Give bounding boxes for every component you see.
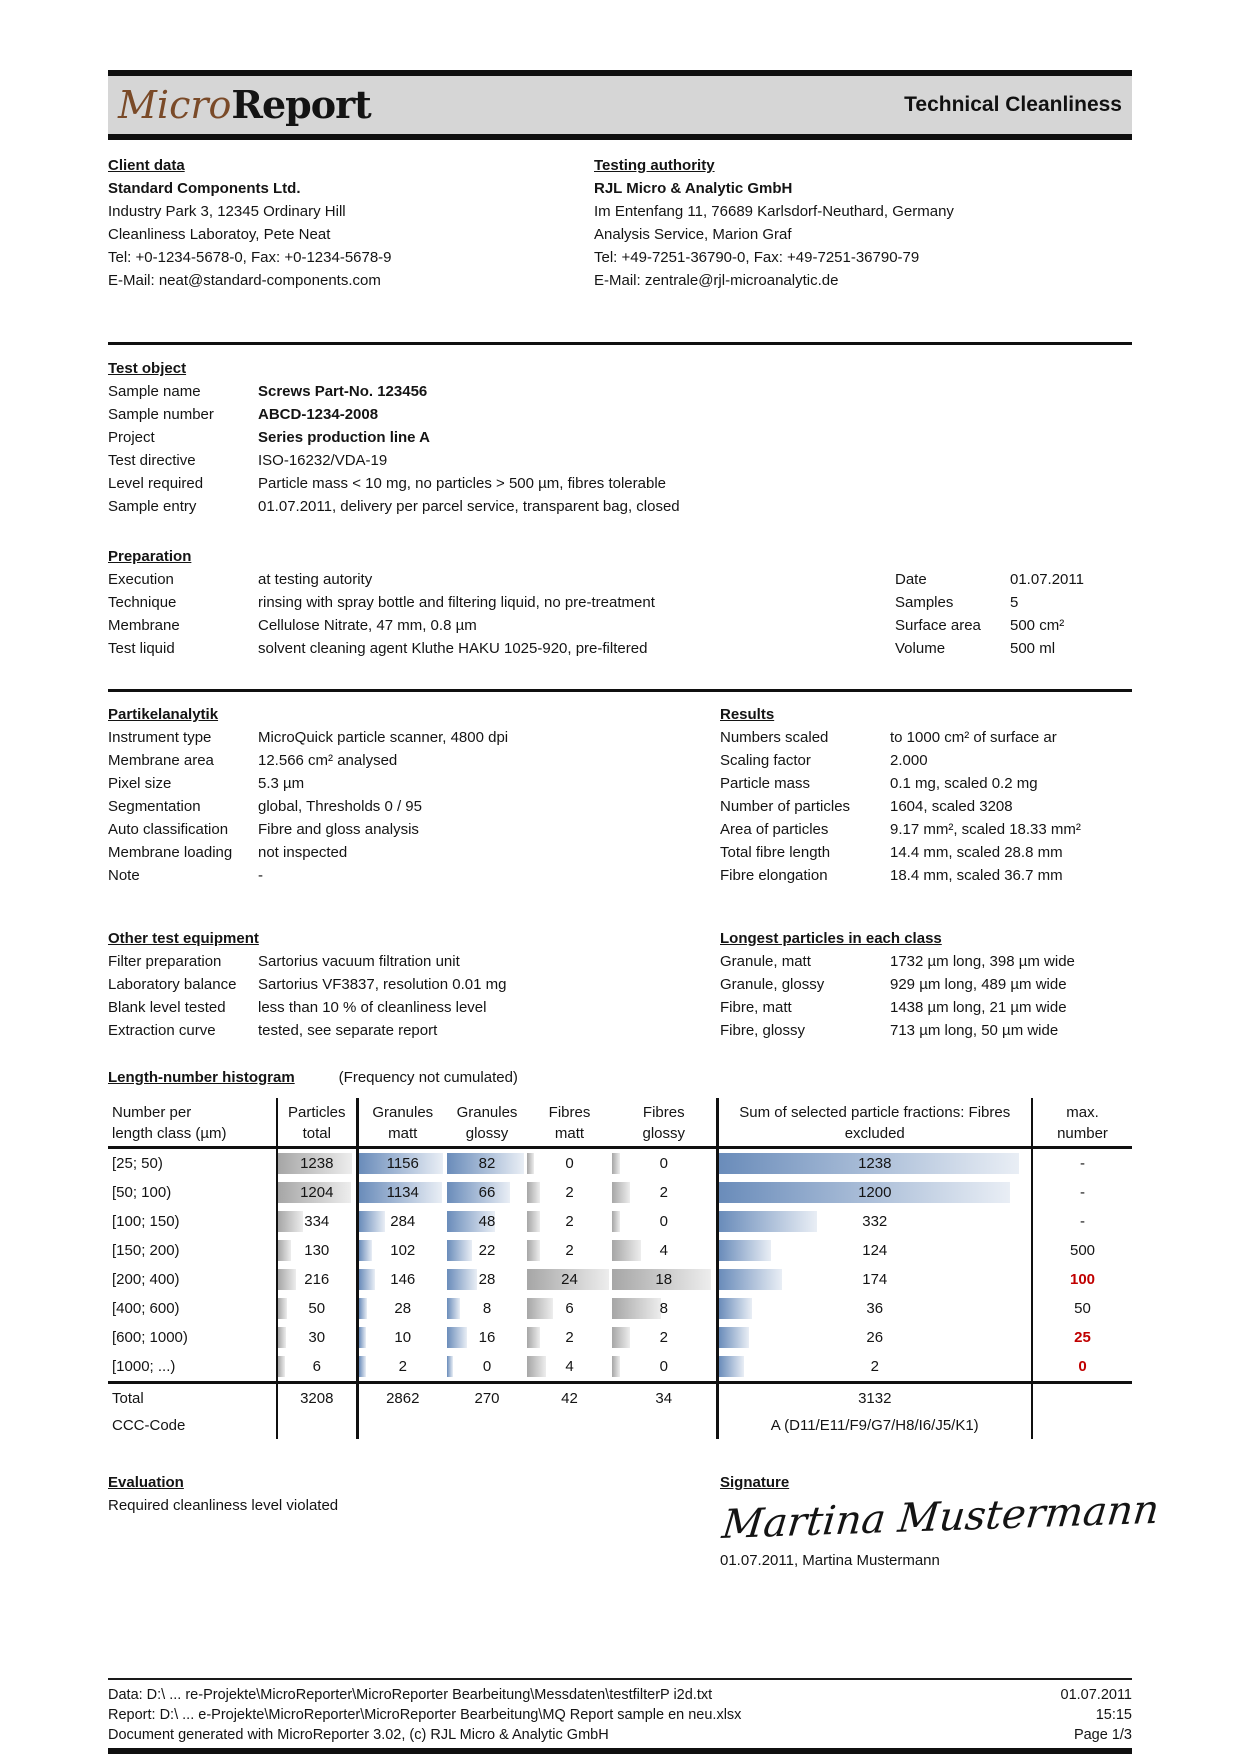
field-row: Test liquid solvent cleaning agent Kluthe HAKU 1025-920, pre-filtered Volume 500 ml — [108, 640, 1056, 657]
field-row: Instrument type MicroQuick particle scanner, 4800 dpi — [108, 729, 509, 746]
authority-email: E-Mail: zentrale@rjl-microanalytic.de — [594, 272, 839, 289]
histogram-data-row — [108, 1294, 1132, 1323]
granules-matt-cell: 102 — [357, 1236, 447, 1265]
longest-particles-heading: Longest particles in each class — [720, 930, 942, 947]
max-number-cell: - — [1080, 1213, 1085, 1230]
footer-rule — [108, 1678, 1132, 1680]
value-bar — [719, 1240, 772, 1261]
length-class-cell: [25; 50) — [108, 1148, 277, 1179]
value-bar — [612, 1211, 620, 1232]
field-row: Note - — [108, 867, 263, 884]
value-bar — [612, 1153, 620, 1174]
particles-total-cell: 130 — [277, 1236, 357, 1265]
results-block — [720, 703, 1132, 887]
col-header: max. — [1066, 1104, 1099, 1121]
client-company: Standard Components Ltd. — [108, 180, 301, 197]
max-number-cell: 25 — [1074, 1329, 1091, 1346]
footer-generator: Document generated with MicroReporter 3.02, (c) RJL Micro & Analytic GmbH — [108, 1726, 609, 1743]
field-row: Fibre, glossy 713 µm long, 50 µm wide — [720, 1022, 1059, 1039]
histogram-total-row: Total 3208 2862 270 42 34 3132 — [108, 1383, 1132, 1413]
field-row: Project Series production line A — [108, 429, 430, 446]
preparation-section — [108, 545, 1132, 660]
value-bar — [278, 1211, 303, 1232]
field-row: Sample number ABCD-1234-2008 — [108, 406, 379, 423]
granules-glossy-cell: 82 — [447, 1148, 527, 1179]
fibres-matt-cell: 4 — [527, 1352, 612, 1383]
sum-cell: 174 — [717, 1265, 1032, 1294]
field-row: Sample name Screws Part-No. 123456 — [108, 383, 428, 400]
particles-total-cell: 30 — [277, 1323, 357, 1352]
equipment-section — [108, 927, 1132, 1042]
signature-date-line: 01.07.2011, Martina Mustermann — [720, 1552, 940, 1569]
value-bar — [447, 1356, 453, 1377]
fibres-matt-cell: 2 — [527, 1236, 612, 1265]
histogram-data-row — [108, 1323, 1132, 1352]
max-number-cell: 500 — [1069, 1242, 1096, 1259]
histogram-data-row — [108, 1207, 1132, 1236]
client-heading: Client data — [108, 157, 185, 174]
evaluation-block — [108, 1471, 720, 1571]
particles-total-cell: 1204 — [277, 1178, 357, 1207]
field-row: Test directive ISO-16232/VDA-19 — [108, 452, 388, 469]
field-row: Sample entry 01.07.2011, delivery per parcel service, transparent bag, closed — [108, 498, 680, 515]
footer-page-number: Page 1/3 — [1073, 1726, 1132, 1743]
length-class-cell: [400; 600) — [108, 1294, 277, 1323]
footer-date: 01.07.2011 — [1060, 1686, 1132, 1703]
col-header: matt — [388, 1125, 418, 1142]
preparation-heading: Preparation — [108, 548, 192, 565]
granules-matt-cell: 1156 — [357, 1148, 447, 1179]
granules-glossy-cell: 8 — [447, 1294, 527, 1323]
granules-matt-cell: 28 — [357, 1294, 447, 1323]
logo-report: Report — [231, 82, 371, 127]
test-object-heading: Test object — [108, 360, 187, 377]
footer-bottom-bar — [108, 1748, 1132, 1754]
field-row: Total fibre length 14.4 mm, scaled 28.8 mm — [720, 844, 1063, 861]
sum-cell: 332 — [717, 1207, 1032, 1236]
evaluation-heading: Evaluation — [108, 1474, 184, 1491]
col-header: Particles — [287, 1104, 346, 1121]
length-class-cell: [150; 200) — [108, 1236, 277, 1265]
col-header: Granules — [372, 1104, 434, 1121]
value-bar — [527, 1240, 540, 1261]
histogram-body — [108, 1098, 1132, 1383]
value-bar — [612, 1356, 620, 1377]
histogram-data-row — [108, 1236, 1132, 1265]
fibres-glossy-cell: 0 — [612, 1352, 717, 1383]
value-bar — [719, 1327, 750, 1348]
authority-company: RJL Micro & Analytic GmbH — [594, 180, 793, 197]
field-row: Membrane area 12.566 cm² analysed — [108, 752, 398, 769]
col-header: Fibres — [642, 1104, 685, 1121]
value-bar — [278, 1298, 287, 1319]
histogram-header-row — [108, 1098, 1132, 1148]
authority-contact: Analysis Service, Marion Graf — [594, 226, 792, 243]
value-bar — [527, 1356, 546, 1377]
granules-glossy-cell: 0 — [447, 1352, 527, 1383]
signature-heading: Signature — [720, 1474, 790, 1491]
granules-glossy-cell: 16 — [447, 1323, 527, 1352]
field-row: Filter preparation Sartorius vacuum filtration unit — [108, 953, 460, 970]
fibres-matt-cell: 2 — [527, 1178, 612, 1207]
value-bar — [527, 1298, 553, 1319]
length-class-cell: [200; 400) — [108, 1265, 277, 1294]
particle-analysis-heading: Partikelanalytik — [108, 706, 219, 723]
granules-matt-cell: 2 — [357, 1352, 447, 1383]
sum-cell: 1238 — [717, 1148, 1032, 1179]
sum-cell: 1200 — [717, 1178, 1032, 1207]
value-bar — [527, 1211, 540, 1232]
value-bar — [447, 1269, 477, 1290]
col-header: glossy — [642, 1125, 686, 1142]
fibres-glossy-cell: 4 — [612, 1236, 717, 1265]
sum-cell: 2 — [717, 1352, 1032, 1383]
histogram-section — [108, 1066, 1132, 1439]
value-bar — [359, 1298, 368, 1319]
particles-total-cell: 1238 — [277, 1148, 357, 1179]
equipment-block — [108, 927, 720, 1042]
col-header: matt — [554, 1125, 585, 1142]
field-row: Level required Particle mass < 10 mg, no particles > 500 µm, fibres tolerable — [108, 475, 666, 492]
length-class-cell: [1000; ...) — [108, 1352, 277, 1383]
client-contact: Cleanliness Laboratoy, Pete Neat — [108, 226, 331, 243]
fibres-matt-cell: 6 — [527, 1294, 612, 1323]
max-number-cell: 0 — [1078, 1358, 1087, 1375]
col-header: Granules — [456, 1104, 518, 1121]
signature-handwriting: Martina Mustermann — [720, 1486, 1162, 1548]
length-class-cell: [600; 1000) — [108, 1323, 277, 1352]
length-class-cell: [100; 150) — [108, 1207, 277, 1236]
fibres-glossy-cell: 0 — [612, 1207, 717, 1236]
granules-glossy-cell: 48 — [447, 1207, 527, 1236]
value-bar — [359, 1327, 367, 1348]
analysis-section — [108, 703, 1132, 887]
granules-matt-cell: 146 — [357, 1265, 447, 1294]
field-row: Execution at testing autority Date 01.07.2011 — [108, 571, 1084, 588]
value-bar — [278, 1240, 291, 1261]
value-bar — [359, 1211, 385, 1232]
field-row: Number of particles 1604, scaled 3208 — [720, 798, 1013, 815]
sum-cell: 124 — [717, 1236, 1032, 1265]
authority-block — [594, 154, 1132, 292]
value-bar — [719, 1211, 818, 1232]
col-header: excluded — [844, 1125, 905, 1142]
document-title: Technical Cleanliness — [904, 93, 1122, 116]
col-header: length class (µm) — [112, 1125, 227, 1142]
field-row: Membrane loading not inspected — [108, 844, 348, 861]
header-band — [108, 70, 1132, 140]
fibres-glossy-cell: 0 — [612, 1148, 717, 1179]
particles-total-cell: 6 — [277, 1352, 357, 1383]
value-bar — [447, 1240, 472, 1261]
granules-glossy-cell: 66 — [447, 1178, 527, 1207]
equipment-heading: Other test equipment — [108, 930, 259, 947]
value-bar — [278, 1327, 286, 1348]
col-header: Sum of selected particle fractions: Fibres — [739, 1104, 1011, 1121]
field-row: Extraction curve tested, see separate report — [108, 1022, 438, 1039]
particles-total-cell: 216 — [277, 1265, 357, 1294]
header-bottom-bar — [108, 134, 1132, 140]
col-header: glossy — [465, 1125, 509, 1142]
col-header: total — [302, 1125, 331, 1142]
value-bar — [278, 1269, 296, 1290]
value-bar — [527, 1327, 540, 1348]
longest-particles-block — [720, 927, 1132, 1042]
granules-glossy-cell: 28 — [447, 1265, 527, 1294]
results-heading: Results — [720, 706, 775, 723]
histogram-data-row — [108, 1148, 1132, 1179]
histogram-data-row — [108, 1352, 1132, 1383]
client-address: Industry Park 3, 12345 Ordinary Hill — [108, 203, 346, 220]
fibres-matt-cell: 2 — [527, 1323, 612, 1352]
histogram-heading: Length-number histogram — [108, 1069, 295, 1086]
field-row: Pixel size 5.3 µm — [108, 775, 305, 792]
max-number-cell: - — [1080, 1155, 1085, 1172]
histogram-table — [108, 1098, 1132, 1439]
test-object-section — [108, 357, 1132, 518]
value-bar — [359, 1269, 376, 1290]
col-header: number — [1057, 1125, 1108, 1142]
particles-total-cell: 50 — [277, 1294, 357, 1323]
field-row: Scaling factor 2.000 — [720, 752, 928, 769]
ccc-code-value: A (D11/E11/F9/G7/H8/I6/J5/K1) — [717, 1412, 1032, 1439]
field-row: Technique rinsing with spray bottle and filtering liquid, no pre-treatment Samples 5 — [108, 594, 1019, 611]
value-bar — [719, 1356, 744, 1377]
address-section — [108, 154, 1132, 292]
sum-cell: 26 — [717, 1323, 1032, 1352]
divider — [108, 342, 1132, 345]
field-row: Numbers scaled to 1000 cm² of surface ar — [720, 729, 1057, 746]
granules-matt-cell: 284 — [357, 1207, 447, 1236]
value-bar — [359, 1240, 373, 1261]
authority-phone: Tel: +49-7251-36790-0, Fax: +49-7251-36790-79 — [594, 249, 920, 266]
authority-heading: Testing authority — [594, 157, 715, 174]
fibres-matt-cell: 2 — [527, 1207, 612, 1236]
fibres-matt-cell: 0 — [527, 1148, 612, 1179]
field-row: Blank level tested less than 10 % of cleanliness level — [108, 999, 487, 1016]
col-header: Number per — [112, 1104, 192, 1121]
field-row: Particle mass 0.1 mg, scaled 0.2 mg — [720, 775, 1038, 792]
sum-cell: 36 — [717, 1294, 1032, 1323]
granules-matt-cell: 10 — [357, 1323, 447, 1352]
value-bar — [719, 1269, 783, 1290]
field-row: Granule, matt 1732 µm long, 398 µm wide — [720, 953, 1075, 970]
value-bar — [527, 1182, 540, 1203]
field-row: Laboratory balance Sartorius VF3837, resolution 0.01 mg — [108, 976, 507, 993]
particle-analysis-block — [108, 703, 720, 887]
fibres-glossy-cell: 2 — [612, 1178, 717, 1207]
fibres-glossy-cell: 8 — [612, 1294, 717, 1323]
value-bar — [278, 1356, 285, 1377]
evaluation-text: Required cleanliness level violated — [108, 1497, 339, 1514]
field-row: Area of particles 9.17 mm², scaled 18.33 mm² — [720, 821, 1081, 838]
client-block — [108, 154, 594, 292]
value-bar — [612, 1182, 630, 1203]
signature-block — [720, 1471, 1162, 1571]
client-phone: Tel: +0-1234-5678-0, Fax: +0-1234-5678-9 — [108, 249, 392, 266]
histogram-data-row — [108, 1178, 1132, 1207]
granules-matt-cell: 1134 — [357, 1178, 447, 1207]
value-bar — [447, 1327, 467, 1348]
value-bar — [612, 1327, 630, 1348]
field-row: Auto classification Fibre and gloss analysis — [108, 821, 419, 838]
authority-address: Im Entenfang 11, 76689 Karlsdorf-Neuthard, Germany — [594, 203, 954, 220]
histogram-data-row — [108, 1265, 1132, 1294]
fibres-glossy-cell: 18 — [612, 1265, 717, 1294]
particles-total-cell: 334 — [277, 1207, 357, 1236]
field-row: Granule, glossy 929 µm long, 489 µm wide — [720, 976, 1067, 993]
page-footer — [108, 1678, 1132, 1754]
value-bar — [612, 1240, 641, 1261]
client-email: E-Mail: neat@standard-components.com — [108, 272, 381, 289]
histogram-ccc-row: CCC-Code A (D11/E11/F9/G7/H8/I6/J5/K1) — [108, 1412, 1132, 1439]
divider — [108, 689, 1132, 692]
app-logo — [118, 82, 371, 127]
footer-time: 15:15 — [1095, 1706, 1132, 1723]
field-row: Segmentation global, Thresholds 0 / 95 — [108, 798, 422, 815]
logo-micro: Micro — [118, 83, 232, 127]
max-number-cell: - — [1080, 1184, 1085, 1201]
footer-report-path: Report: D:\ ... e-Projekte\MicroReporter\MicroReporter Bearbeitung\MQ Report sample en neu.xlsx — [108, 1706, 742, 1723]
value-bar — [447, 1298, 460, 1319]
fibres-glossy-cell: 2 — [612, 1323, 717, 1352]
evaluation-signature-section — [108, 1471, 1162, 1571]
value-bar — [719, 1298, 752, 1319]
field-row: Membrane Cellulose Nitrate, 47 mm, 0.8 µm Surface area 500 cm² — [108, 617, 1065, 634]
col-header: Fibres — [548, 1104, 591, 1121]
value-bar — [527, 1153, 534, 1174]
value-bar — [612, 1298, 661, 1319]
value-bar — [359, 1356, 366, 1377]
histogram-note: (Frequency not cumulated) — [338, 1069, 518, 1086]
max-number-cell: 100 — [1069, 1271, 1096, 1288]
footer-data-path: Data: D:\ ... re-Projekte\MicroReporter\MicroReporter Bearbeitung\Messdaten\testfilterP i2d.txt — [108, 1686, 713, 1703]
length-class-cell: [50; 100) — [108, 1178, 277, 1207]
field-row: Fibre elongation 18.4 mm, scaled 36.7 mm — [720, 867, 1063, 884]
max-number-cell: 50 — [1074, 1300, 1091, 1317]
field-row: Fibre, matt 1438 µm long, 21 µm wide — [720, 999, 1067, 1016]
granules-glossy-cell: 22 — [447, 1236, 527, 1265]
fibres-matt-cell: 24 — [527, 1265, 612, 1294]
